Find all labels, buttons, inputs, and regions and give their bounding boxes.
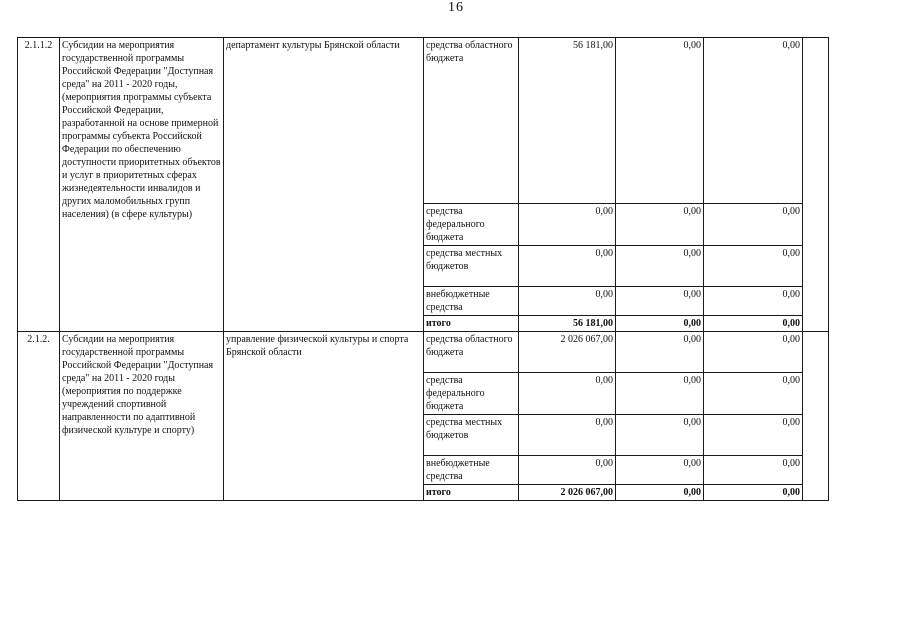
value-cell: 0,00 (519, 287, 616, 316)
row-number: 2.1.2. (18, 332, 60, 501)
value-cell: 0,00 (704, 332, 803, 373)
total-value: 56 181,00 (519, 316, 616, 332)
funding-source: средства областного бюджета (424, 332, 519, 373)
total-value: 0,00 (704, 316, 803, 332)
page-number: 16 (448, 0, 464, 15)
value-cell: 0,00 (616, 246, 704, 287)
funding-source: средства местных бюджетов (424, 415, 519, 456)
total-value: 0,00 (616, 485, 704, 501)
empty-cell (803, 332, 829, 501)
total-value: 2 026 067,00 (519, 485, 616, 501)
value-cell: 0,00 (616, 204, 704, 246)
funding-source: средства федерального бюджета (424, 204, 519, 246)
funding-source: средства федерального бюджета (424, 373, 519, 415)
value-cell: 2 026 067,00 (519, 332, 616, 373)
total-value: 0,00 (616, 316, 704, 332)
funding-source: средства местных бюджетов (424, 246, 519, 287)
executor: департамент культуры Брянской области (224, 38, 424, 332)
budget-table (17, 37, 829, 501)
value-cell: 0,00 (616, 373, 704, 415)
value-cell: 0,00 (704, 456, 803, 485)
empty-cell (803, 38, 829, 332)
value-cell: 0,00 (704, 246, 803, 287)
total-value: 0,00 (704, 485, 803, 501)
value-cell: 0,00 (616, 38, 704, 204)
executor: управление физической культуры и спорта Брянской области (224, 332, 424, 501)
total-label: итого (424, 485, 519, 501)
value-cell: 0,00 (704, 38, 803, 204)
value-cell: 0,00 (519, 456, 616, 485)
measure-name: Субсидии на мероприятия государственной программы Российской Федерации "Доступная среда" на 2011 - 2020 годы, (мероприятия программы субъекта Российской Федерации, разработанной на основе примерной программы субъекта Российской Федерации по обеспечению доступности приоритетных объектов и услуг в приоритетных сферах жизнедеятельности инвалидов и других маломобильных групп населения) (в сфере культуры) (60, 38, 224, 332)
value-cell: 0,00 (704, 287, 803, 316)
total-label: итого (424, 316, 519, 332)
value-cell: 0,00 (616, 415, 704, 456)
value-cell: 0,00 (704, 415, 803, 456)
value-cell: 0,00 (519, 246, 616, 287)
table-row (18, 332, 829, 373)
row-number: 2.1.1.2 (18, 38, 60, 332)
table-row (18, 38, 829, 204)
value-cell: 0,00 (519, 204, 616, 246)
value-cell: 0,00 (616, 287, 704, 316)
measure-name: Субсидии на мероприятия государственной программы Российской Федерации "Доступная среда" на 2011 - 2020 годы (мероприятия по поддержке учреждений спортивной направленности по адаптивной физической культуре и спорту) (60, 332, 224, 501)
value-cell: 0,00 (616, 332, 704, 373)
value-cell: 0,00 (616, 456, 704, 485)
value-cell: 0,00 (704, 373, 803, 415)
funding-source: средства областного бюджета (424, 38, 519, 204)
value-cell: 56 181,00 (519, 38, 616, 204)
funding-source: внебюджетные средства (424, 456, 519, 485)
value-cell: 0,00 (519, 373, 616, 415)
funding-source: внебюджетные средства (424, 287, 519, 316)
value-cell: 0,00 (519, 415, 616, 456)
value-cell: 0,00 (704, 204, 803, 246)
